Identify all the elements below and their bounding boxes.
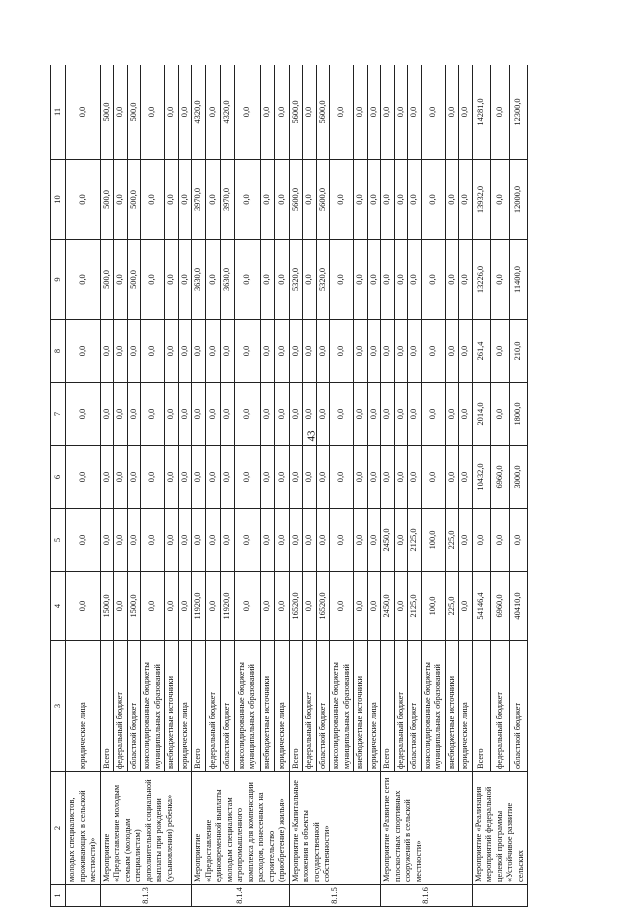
amount-cell: 5320,0 xyxy=(289,240,303,320)
row-code: 8.1.4 xyxy=(192,885,290,907)
amount-cell: 0,0 xyxy=(459,509,473,572)
amount-cell: 0,0 xyxy=(354,320,368,383)
funding-source: Всего xyxy=(100,641,114,772)
amount-cell: 0,0 xyxy=(235,65,261,160)
amount-cell: 0,0 xyxy=(275,240,289,320)
amount-cell: 0,0 xyxy=(381,160,395,240)
amount-cell: 0,0 xyxy=(381,320,395,383)
row-code: 8.1.5 xyxy=(289,885,381,907)
table-row xyxy=(100,65,114,907)
amount-cell: 13226,0 xyxy=(472,240,491,320)
amount-cell: 0,0 xyxy=(66,509,101,572)
amount-cell: 0,0 xyxy=(459,160,473,240)
amount-cell: 0,0 xyxy=(354,160,368,240)
amount-cell: 5600,0 xyxy=(316,160,330,240)
amount-cell: 0,0 xyxy=(192,383,206,446)
amount-cell: 0,0 xyxy=(141,509,165,572)
amount-cell: 0,0 xyxy=(316,383,330,446)
amount-cell: 10432,0 xyxy=(472,446,491,509)
amount-cell: 0,0 xyxy=(114,383,128,446)
page-number: 43 xyxy=(305,430,318,442)
amount-cell: 0,0 xyxy=(394,509,408,572)
header-cell: 2 xyxy=(51,772,66,885)
amount-cell: 0,0 xyxy=(260,509,274,572)
amount-cell: 0,0 xyxy=(206,446,220,509)
amount-cell: 0,0 xyxy=(206,320,220,383)
amount-cell: 0,0 xyxy=(260,572,274,641)
amount-cell: 16520,0 xyxy=(316,572,330,641)
amount-cell: 0,0 xyxy=(445,240,459,320)
amount-cell: 0,0 xyxy=(303,65,317,160)
amount-cell: 0,0 xyxy=(459,320,473,383)
amount-cell: 0,0 xyxy=(316,320,330,383)
amount-cell: 100,0 xyxy=(421,572,445,641)
funding-source: областной бюджет xyxy=(316,641,330,772)
amount-cell: 3630,0 xyxy=(220,240,234,320)
amount-cell: 0,0 xyxy=(330,572,354,641)
amount-cell: 0,0 xyxy=(491,320,510,383)
amount-cell: 0,0 xyxy=(178,572,192,641)
amount-cell: 0,0 xyxy=(459,383,473,446)
funding-source: внебюджетные источники xyxy=(445,641,459,772)
amount-cell: 0,0 xyxy=(367,446,381,509)
amount-cell: 0,0 xyxy=(509,509,528,572)
funding-source: Всего xyxy=(289,641,303,772)
amount-cell: 2125,0 xyxy=(408,509,422,572)
funding-source: юридические лица xyxy=(459,641,473,772)
funding-source: областной бюджет xyxy=(127,641,141,772)
amount-cell: 0,0 xyxy=(445,160,459,240)
amount-cell: 0,0 xyxy=(165,65,179,160)
amount-cell: 0,0 xyxy=(220,446,234,509)
amount-cell: 5600,0 xyxy=(289,160,303,240)
amount-cell: 0,0 xyxy=(178,240,192,320)
amount-cell: 0,0 xyxy=(235,240,261,320)
amount-cell: 0,0 xyxy=(127,320,141,383)
amount-cell: 11400,0 xyxy=(509,240,528,320)
funding-source: федеральный бюджет xyxy=(206,641,220,772)
amount-cell: 0,0 xyxy=(303,320,317,383)
amount-cell: 0,0 xyxy=(421,160,445,240)
amount-cell: 0,0 xyxy=(367,572,381,641)
funding-source: областной бюджет xyxy=(408,641,422,772)
amount-cell: 0,0 xyxy=(491,509,510,572)
amount-cell: 0,0 xyxy=(66,65,101,160)
amount-cell: 0,0 xyxy=(165,509,179,572)
amount-cell: 0,0 xyxy=(367,240,381,320)
amount-cell: 0,0 xyxy=(289,320,303,383)
amount-cell: 0,0 xyxy=(354,572,368,641)
amount-cell: 0,0 xyxy=(394,446,408,509)
amount-cell: 0,0 xyxy=(354,446,368,509)
amount-cell: 0,0 xyxy=(141,65,165,160)
amount-cell: 0,0 xyxy=(206,383,220,446)
amount-cell: 0,0 xyxy=(408,65,422,160)
header-cell: 6 xyxy=(51,446,66,509)
amount-cell: 261,4 xyxy=(472,320,491,383)
amount-cell: 0,0 xyxy=(275,446,289,509)
amount-cell: 0,0 xyxy=(330,65,354,160)
amount-cell: 0,0 xyxy=(127,383,141,446)
amount-cell: 0,0 xyxy=(354,65,368,160)
amount-cell: 0,0 xyxy=(178,320,192,383)
amount-cell: 0,0 xyxy=(178,509,192,572)
amount-cell: 0,0 xyxy=(459,446,473,509)
amount-cell: 0,0 xyxy=(381,65,395,160)
amount-cell: 0,0 xyxy=(114,572,128,641)
amount-cell: 0,0 xyxy=(367,383,381,446)
amount-cell: 0,0 xyxy=(114,320,128,383)
amount-cell: 0,0 xyxy=(220,509,234,572)
amount-cell: 0,0 xyxy=(316,446,330,509)
amount-cell: 0,0 xyxy=(235,320,261,383)
amount-cell: 0,0 xyxy=(192,509,206,572)
amount-cell: 4320,0 xyxy=(220,65,234,160)
table-row xyxy=(289,65,303,907)
amount-cell: 0,0 xyxy=(114,65,128,160)
amount-cell: 0,0 xyxy=(421,240,445,320)
amount-cell: 4320,0 xyxy=(192,65,206,160)
amount-cell: 0,0 xyxy=(408,160,422,240)
funding-source: федеральный бюджет xyxy=(303,641,317,772)
funding-source: федеральный бюджет xyxy=(114,641,128,772)
header-cell: 9 xyxy=(51,240,66,320)
amount-cell: 3970,0 xyxy=(220,160,234,240)
funding-source: внебюджетные источники xyxy=(260,641,274,772)
amount-cell: 0,0 xyxy=(303,240,317,320)
row-code xyxy=(472,885,528,907)
funding-source: юридические лица xyxy=(367,641,381,772)
amount-cell: 0,0 xyxy=(445,65,459,160)
amount-cell: 0,0 xyxy=(408,240,422,320)
amount-cell: 0,0 xyxy=(192,446,206,509)
amount-cell: 0,0 xyxy=(394,383,408,446)
amount-cell: 500,0 xyxy=(100,65,114,160)
funding-source: Всего xyxy=(472,641,491,772)
table-row xyxy=(66,65,101,907)
amount-cell: 0,0 xyxy=(165,320,179,383)
funding-source: юридические лица xyxy=(66,641,101,772)
row-code xyxy=(66,885,101,907)
amount-cell: 0,0 xyxy=(260,160,274,240)
header-row xyxy=(51,65,66,907)
amount-cell: 0,0 xyxy=(178,383,192,446)
header-cell: 7 xyxy=(51,383,66,446)
header-cell: 5 xyxy=(51,509,66,572)
amount-cell: 0,0 xyxy=(141,160,165,240)
amount-cell: 225,0 xyxy=(445,572,459,641)
funding-source: федеральный бюджет xyxy=(394,641,408,772)
amount-cell: 0,0 xyxy=(408,320,422,383)
amount-cell: 0,0 xyxy=(66,383,101,446)
amount-cell: 0,0 xyxy=(260,446,274,509)
amount-cell: 0,0 xyxy=(141,240,165,320)
amount-cell: 500,0 xyxy=(100,240,114,320)
amount-cell: 0,0 xyxy=(330,383,354,446)
amount-cell: 0,0 xyxy=(459,572,473,641)
amount-cell: 0,0 xyxy=(141,320,165,383)
amount-cell: 0,0 xyxy=(114,240,128,320)
amount-cell: 500,0 xyxy=(127,240,141,320)
amount-cell: 100,0 xyxy=(421,509,445,572)
amount-cell: 0,0 xyxy=(114,509,128,572)
measure-name: Мероприятие «Реализация мероприятий федеральной целевой программы «Устойчивое развитие сельских xyxy=(472,772,528,885)
amount-cell: 0,0 xyxy=(354,383,368,446)
amount-cell: 0,0 xyxy=(178,160,192,240)
amount-cell: 500,0 xyxy=(127,65,141,160)
amount-cell: 0,0 xyxy=(408,446,422,509)
amount-cell: 0,0 xyxy=(367,65,381,160)
amount-cell: 0,0 xyxy=(445,320,459,383)
amount-cell: 5320,0 xyxy=(316,240,330,320)
measure-name: Мероприятие «Капитальные вложения в объекты государственной собственности» xyxy=(289,772,381,885)
header-cell: 10 xyxy=(51,160,66,240)
amount-cell: 0,0 xyxy=(235,383,261,446)
amount-cell: 0,0 xyxy=(66,572,101,641)
amount-cell: 3000,0 xyxy=(509,446,528,509)
amount-cell: 0,0 xyxy=(165,240,179,320)
funding-source: Всего xyxy=(381,641,395,772)
rotated-sheet xyxy=(50,65,608,907)
amount-cell: 13932,0 xyxy=(472,160,491,240)
amount-cell: 0,0 xyxy=(289,509,303,572)
amount-cell: 0,0 xyxy=(178,446,192,509)
amount-cell: 0,0 xyxy=(394,160,408,240)
amount-cell: 0,0 xyxy=(260,383,274,446)
amount-cell: 0,0 xyxy=(491,65,510,160)
amount-cell: 0,0 xyxy=(459,240,473,320)
table-row xyxy=(472,65,491,907)
amount-cell: 0,0 xyxy=(381,446,395,509)
amount-cell: 0,0 xyxy=(66,320,101,383)
table-row xyxy=(381,65,395,907)
amount-cell: 0,0 xyxy=(275,320,289,383)
amount-cell: 0,0 xyxy=(421,383,445,446)
funding-source: Всего xyxy=(192,641,206,772)
amount-cell: 0,0 xyxy=(330,320,354,383)
funding-source: внебюджетные источники xyxy=(354,641,368,772)
amount-cell: 0,0 xyxy=(235,160,261,240)
funding-source: областной бюджет xyxy=(220,641,234,772)
measure-name: молодых специалистов, проживающих в сельской местности)» xyxy=(66,772,101,885)
amount-cell: 0,0 xyxy=(260,65,274,160)
amount-cell: 0,0 xyxy=(491,160,510,240)
amount-cell: 500,0 xyxy=(100,160,114,240)
amount-cell: 0,0 xyxy=(330,240,354,320)
amount-cell: 0,0 xyxy=(66,240,101,320)
amount-cell: 0,0 xyxy=(408,383,422,446)
amount-cell: 0,0 xyxy=(100,446,114,509)
amount-cell: 0,0 xyxy=(100,383,114,446)
amount-cell: 0,0 xyxy=(394,240,408,320)
amount-cell: 0,0 xyxy=(127,509,141,572)
amount-cell: 0,0 xyxy=(192,320,206,383)
amount-cell: 0,0 xyxy=(330,446,354,509)
amount-cell: 3630,0 xyxy=(192,240,206,320)
funding-source: федеральный бюджет xyxy=(491,641,510,772)
table-body xyxy=(66,65,528,907)
amount-cell: 0,0 xyxy=(472,509,491,572)
funding-source: внебюджетные источники xyxy=(165,641,179,772)
amount-cell: 0,0 xyxy=(220,383,234,446)
funding-source: консолидированные бюджеты муниципальных образований xyxy=(421,641,445,772)
amount-cell: 210,0 xyxy=(509,320,528,383)
amount-cell: 0,0 xyxy=(165,572,179,641)
funding-source: консолидированные бюджеты муниципальных образований xyxy=(141,641,165,772)
header-cell: 11 xyxy=(51,65,66,160)
amount-cell: 0,0 xyxy=(275,65,289,160)
amount-cell: 0,0 xyxy=(206,65,220,160)
amount-cell: 0,0 xyxy=(421,446,445,509)
amount-cell: 0,0 xyxy=(289,383,303,446)
header-cell: 1 xyxy=(51,885,66,907)
amount-cell: 0,0 xyxy=(141,572,165,641)
amount-cell: 0,0 xyxy=(127,446,141,509)
amount-cell: 2014,0 xyxy=(472,383,491,446)
amount-cell: 0,0 xyxy=(445,446,459,509)
amount-cell: 0,0 xyxy=(289,446,303,509)
amount-cell: 0,0 xyxy=(235,509,261,572)
amount-cell: 0,0 xyxy=(459,65,473,160)
amount-cell: 5600,0 xyxy=(289,65,303,160)
amount-cell: 1500,0 xyxy=(100,572,114,641)
amount-cell: 0,0 xyxy=(178,65,192,160)
amount-cell: 0,0 xyxy=(100,320,114,383)
amount-cell: 16520,0 xyxy=(289,572,303,641)
budget-table xyxy=(50,65,528,907)
measure-name: Мероприятие «Предоставление единовременной выплаты молодым специалистам агропромышленного комплекса для компенсации расходов, понесенных на строительство (приобретение) жилья» xyxy=(192,772,290,885)
amount-cell: 0,0 xyxy=(491,383,510,446)
table-row xyxy=(192,65,206,907)
amount-cell: 0,0 xyxy=(220,320,234,383)
amount-cell: 6960,0 xyxy=(491,446,510,509)
amount-cell: 0,0 xyxy=(165,160,179,240)
header-cell: 8 xyxy=(51,320,66,383)
row-code: 8.1.3 xyxy=(100,885,192,907)
amount-cell: 0,0 xyxy=(303,160,317,240)
amount-cell: 0,0 xyxy=(330,509,354,572)
amount-cell: 5600,0 xyxy=(316,65,330,160)
amount-cell: 0,0 xyxy=(114,160,128,240)
funding-source: юридические лица xyxy=(178,641,192,772)
amount-cell: 0,0 xyxy=(445,383,459,446)
row-code: 8.1.6 xyxy=(381,885,473,907)
amount-cell: 0,0 xyxy=(66,446,101,509)
amount-cell: 0,0 xyxy=(275,160,289,240)
amount-cell: 0,0 xyxy=(235,446,261,509)
rotated-table-container xyxy=(50,65,608,907)
amount-cell: 0,0 xyxy=(100,509,114,572)
funding-source: консолидированные бюджеты муниципальных образований xyxy=(330,641,354,772)
amount-cell: 14281,0 xyxy=(472,65,491,160)
amount-cell: 0,0 xyxy=(394,320,408,383)
header-cell: 4 xyxy=(51,572,66,641)
amount-cell: 0,0 xyxy=(354,240,368,320)
amount-cell: 0,0 xyxy=(303,572,317,641)
amount-cell: 1800,0 xyxy=(509,383,528,446)
amount-cell: 12000,0 xyxy=(509,160,528,240)
amount-cell: 0,0 xyxy=(275,572,289,641)
amount-cell: 0,0 xyxy=(394,65,408,160)
amount-cell: 0,0 xyxy=(260,240,274,320)
amount-cell: 0,0 xyxy=(275,509,289,572)
amount-cell: 54146,4 xyxy=(472,572,491,641)
amount-cell: 12300,0 xyxy=(509,65,528,160)
amount-cell: 0,0 xyxy=(206,240,220,320)
amount-cell: 0,0 xyxy=(275,383,289,446)
amount-cell: 11920,0 xyxy=(192,572,206,641)
amount-cell: 1500,0 xyxy=(127,572,141,641)
amount-cell: 0,0 xyxy=(66,160,101,240)
amount-cell: 0,0 xyxy=(303,446,317,509)
amount-cell: 0,0 xyxy=(421,320,445,383)
amount-cell: 0,0 xyxy=(165,446,179,509)
amount-cell: 0,0 xyxy=(141,383,165,446)
amount-cell: 225,0 xyxy=(445,509,459,572)
amount-cell: 0,0 xyxy=(235,572,261,641)
amount-cell: 2125,0 xyxy=(408,572,422,641)
amount-cell: 0,0 xyxy=(316,509,330,572)
amount-cell: 0,0 xyxy=(367,160,381,240)
header-cell: 3 xyxy=(51,641,66,772)
amount-cell: 0,0 xyxy=(206,509,220,572)
amount-cell: 0,0 xyxy=(303,383,317,446)
amount-cell: 0,0 xyxy=(114,446,128,509)
amount-cell: 0,0 xyxy=(260,320,274,383)
amount-cell: 0,0 xyxy=(354,509,368,572)
amount-cell: 0,0 xyxy=(165,383,179,446)
amount-cell: 11920,0 xyxy=(220,572,234,641)
funding-source: областной бюджет xyxy=(509,641,528,772)
measure-name: Мероприятие «Предоставление молодым семьям (молодым специалистам) дополнительной социальной выплаты при рождении (усыновлении) ребенка» xyxy=(100,772,192,885)
amount-cell: 0,0 xyxy=(381,383,395,446)
amount-cell: 0,0 xyxy=(421,65,445,160)
amount-cell: 0,0 xyxy=(394,572,408,641)
amount-cell: 0,0 xyxy=(141,446,165,509)
funding-source: консолидированные бюджеты муниципальных образований xyxy=(235,641,261,772)
amount-cell: 40410,0 xyxy=(509,572,528,641)
amount-cell: 3970,0 xyxy=(192,160,206,240)
amount-cell: 0,0 xyxy=(206,572,220,641)
amount-cell: 0,0 xyxy=(367,320,381,383)
amount-cell: 2450,0 xyxy=(381,572,395,641)
amount-cell: 0,0 xyxy=(367,509,381,572)
amount-cell: 2450,0 xyxy=(381,509,395,572)
amount-cell: 0,0 xyxy=(381,240,395,320)
amount-cell: 6960,0 xyxy=(491,572,510,641)
amount-cell: 0,0 xyxy=(330,160,354,240)
measure-name: Мероприятие «Развитие сети плоскостных спортивных сооружений в сельской местности» xyxy=(381,772,473,885)
amount-cell: 0,0 xyxy=(491,240,510,320)
amount-cell: 500,0 xyxy=(127,160,141,240)
amount-cell: 0,0 xyxy=(206,160,220,240)
amount-cell: 0,0 xyxy=(303,509,317,572)
funding-source: юридические лица xyxy=(275,641,289,772)
